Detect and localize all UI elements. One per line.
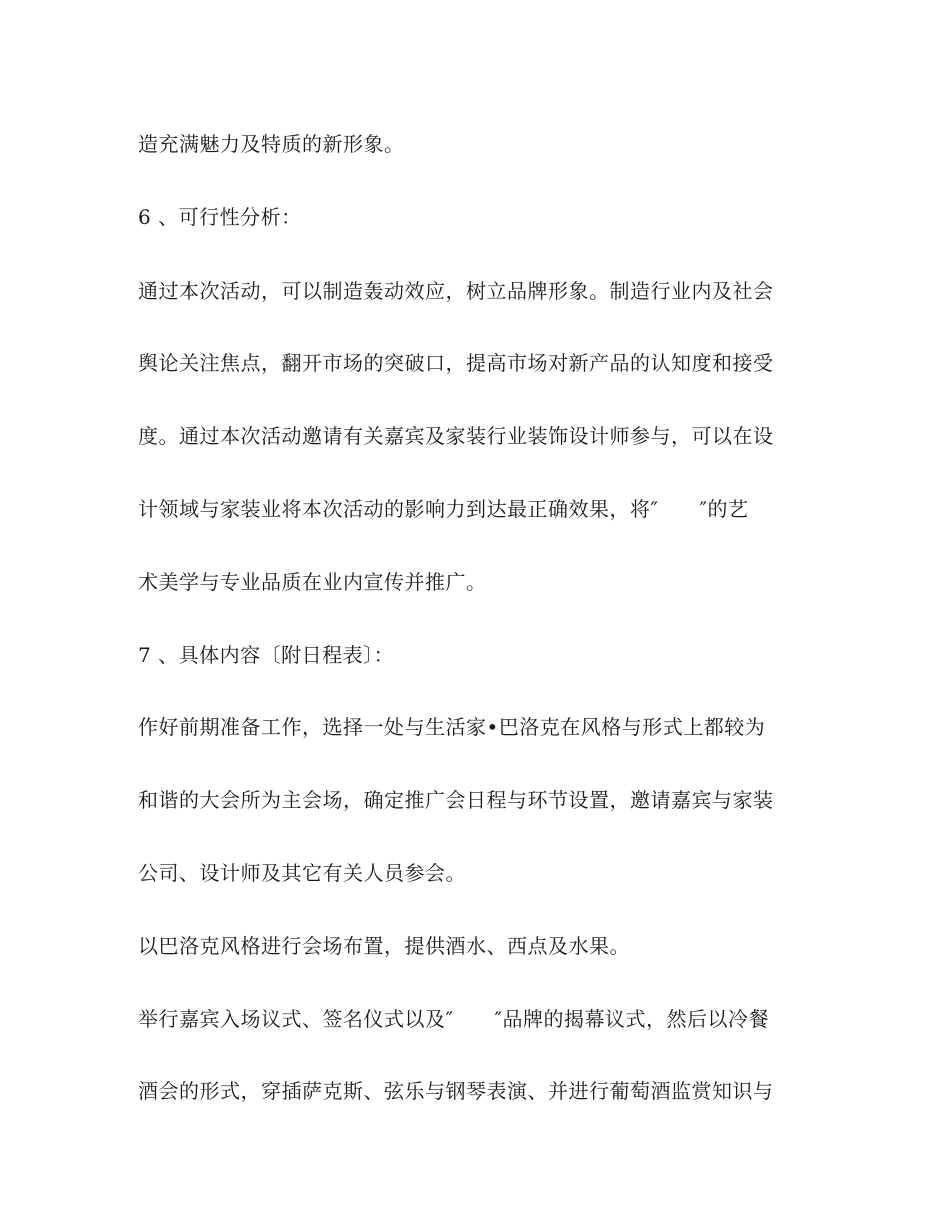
- paragraph-line: 举行嘉宾入场议式、签名仪式以及″ ″品牌的揭幕议式，然后以冷餐: [138, 1007, 769, 1031]
- paragraph-line: 度。通过本次活动邀请有关嘉宾及家装行业装饰设计师参与，可以在设: [138, 424, 774, 448]
- paragraph-line: 计领域与家装业将本次活动的影响力到达最正确效果，将″ ″的艺: [138, 497, 749, 521]
- paragraph-line: 术美学与专业品质在业内宣传并推广。: [138, 570, 487, 594]
- paragraph-line: 酒会的形式，穿插萨克斯、弦乐与钢琴表演、并进行葡萄酒监赏知识与: [138, 1079, 774, 1103]
- paragraph-line: 舆论关注焦点，翻开市场的突破口，提高市场对新产品的认知度和接受: [138, 351, 774, 375]
- section-heading-6: 6 、可行性分析：: [138, 205, 302, 229]
- paragraph-line: 作好前期准备工作，选择一处与生活家•巴洛克在风格与形式上都较为: [138, 715, 766, 739]
- paragraph-line: 通过本次活动，可以制造轰动效应，树立品牌形象。制造行业内及社会: [138, 279, 774, 303]
- paragraph-line: 和谐的大会所为主会场，确定推广会日程与环节设置，邀请嘉宾与家装: [138, 788, 774, 812]
- paragraph-line: 以巴洛克风格进行会场布置，提供酒水、西点及水果。: [138, 934, 630, 958]
- section-heading-7: 7 、具体内容〔附日程表〕：: [138, 643, 395, 667]
- paragraph-line: 公司、设计师及其它有关人员参会。: [138, 861, 466, 885]
- paragraph-line: 造充满魅力及特质的新形象。: [138, 132, 405, 156]
